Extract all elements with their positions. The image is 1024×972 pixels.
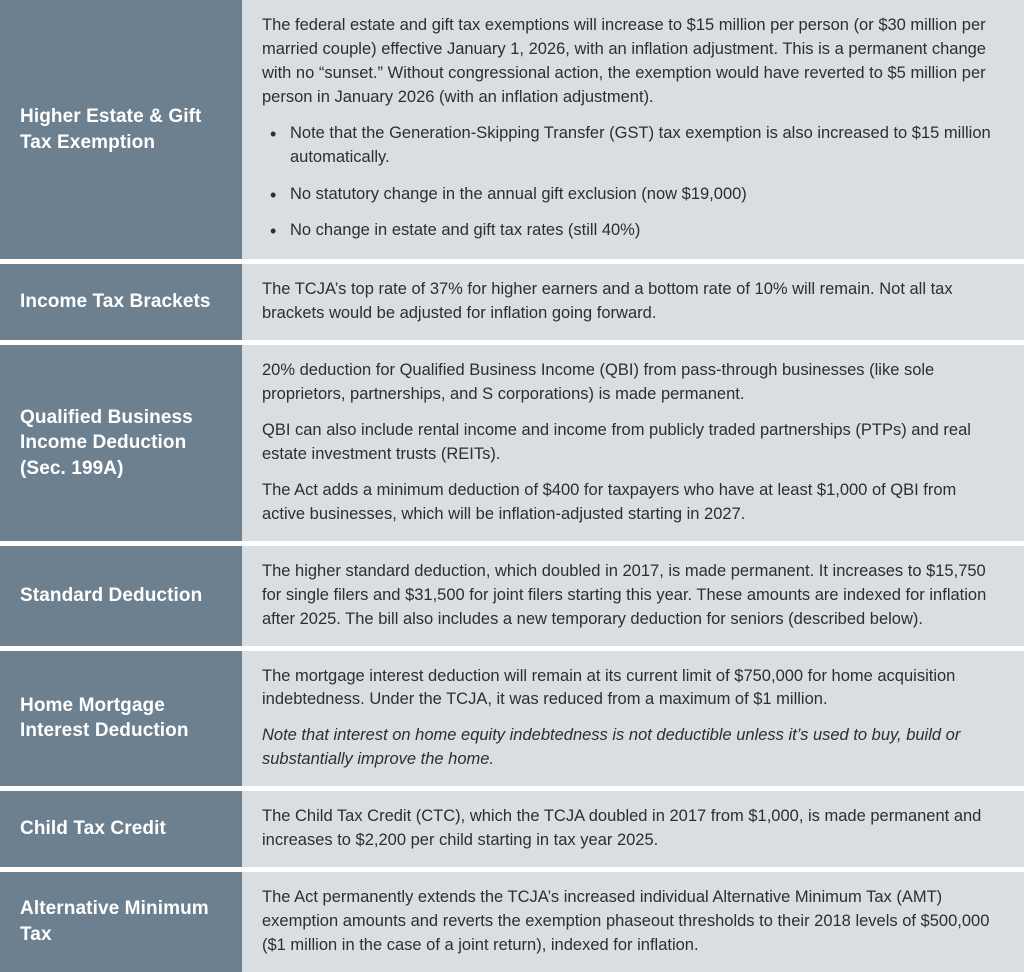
row-content-higher-estate-gift-tax-exemption [242, 0, 1024, 262]
table-row [0, 343, 1024, 544]
table-row [0, 0, 1024, 262]
row-content-standard-deduction [242, 543, 1024, 648]
row-label-income-tax-brackets: Income Tax Brackets [0, 262, 242, 343]
paragraph-note: Note that interest on home equity indebtedness is not deductible unless it’s used to buy, build or substantially improve the home. [262, 726, 961, 769]
table-row [0, 262, 1024, 343]
row-label-home-mortgage-interest-deduction: Home Mortgage Interest Deduction [0, 648, 242, 789]
list-item: • No statutory change in the annual gift exclusion (now $19,000) [288, 183, 1000, 207]
row-label-alternative-minimum-tax: Alternative Minimum Tax [0, 870, 242, 972]
row-label-higher-estate-gift-tax-exemption: Higher Estate & Gift Tax Exemption [0, 0, 242, 262]
list-item: • No change in estate and gift tax rates (still 40%) [288, 219, 1000, 243]
row-label-child-tax-credit: Child Tax Credit [0, 789, 242, 870]
row-content-alternative-minimum-tax [242, 870, 1024, 972]
paragraph: The Act adds a minimum deduction of $400 for taxpayers who have at least $1,000 of QBI from active businesses, which will be inflation-adjusted starting in 2027. [262, 480, 957, 523]
paragraph: The Act permanently extends the TCJA’s increased individual Alternative Minimum Tax (AMT) exemption amounts and reverts the exemption phaseout thresholds to their 2018 levels of $500,000 ($1 million in the case of a joint return), indexed for inflation. [262, 888, 990, 954]
paragraph: The Child Tax Credit (CTC), which the TCJA doubled in 2017 from $1,000, is made permanent and increases to $2,200 per child starting in tax year 2025. [262, 807, 982, 850]
paragraph: 20% deduction for Qualified Business Income (QBI) from pass-through businesses (like sole proprietors, partnerships, and S corporations) is made permanent. [262, 361, 935, 404]
paragraph: The mortgage interest deduction will remain at its current limit of $750,000 for home acquisition indebtedness. Under the TCJA, it was reduced from a maximum of $1 million. [262, 666, 956, 709]
row-content-income-tax-brackets [242, 262, 1024, 343]
paragraph: The higher standard deduction, which doubled in 2017, is made permanent. It increases to $15,750 for single filers and $31,500 for joint filers starting this year. These amounts are indexed for inflation after 2025. The bill also includes a new temporary deduction for seniors (described below). [262, 561, 987, 628]
table-row [0, 870, 1024, 972]
paragraph: The federal estate and gift tax exemptions will increase to $15 million per person (or $30 million per married couple) effective January 1, 2026, with an inflation adjustment. This is a permanent change with no “sunset.” Without congressional action, the exemption would have reverted to $5 million per person in January 2026 (with an inflation adjustment). [262, 16, 986, 106]
row-label-standard-deduction: Standard Deduction [0, 543, 242, 648]
row-content-home-mortgage-interest-deduction [242, 648, 1024, 789]
paragraph: QBI can also include rental income and income from publicly traded partnerships (PTPs) and real estate investment trusts (REITs). [262, 421, 971, 463]
table-row [0, 648, 1024, 789]
bullet-list [262, 122, 1000, 244]
table-row [0, 543, 1024, 648]
paragraph: The TCJA’s top rate of 37% for higher earners and a bottom rate of 10% will remain. Not all tax brackets would be adjusted for inflation going forward. [262, 280, 953, 323]
list-item: • Note that the Generation-Skipping Transfer (GST) tax exemption is also increased to $15 million automatically. [288, 122, 1000, 170]
row-content-child-tax-credit [242, 789, 1024, 870]
row-label-qualified-business-income-deduction: Qualified Business Income Deduction (Sec. 199A) [0, 343, 242, 544]
table-row [0, 789, 1024, 870]
row-content-qualified-business-income-deduction [242, 343, 1024, 544]
